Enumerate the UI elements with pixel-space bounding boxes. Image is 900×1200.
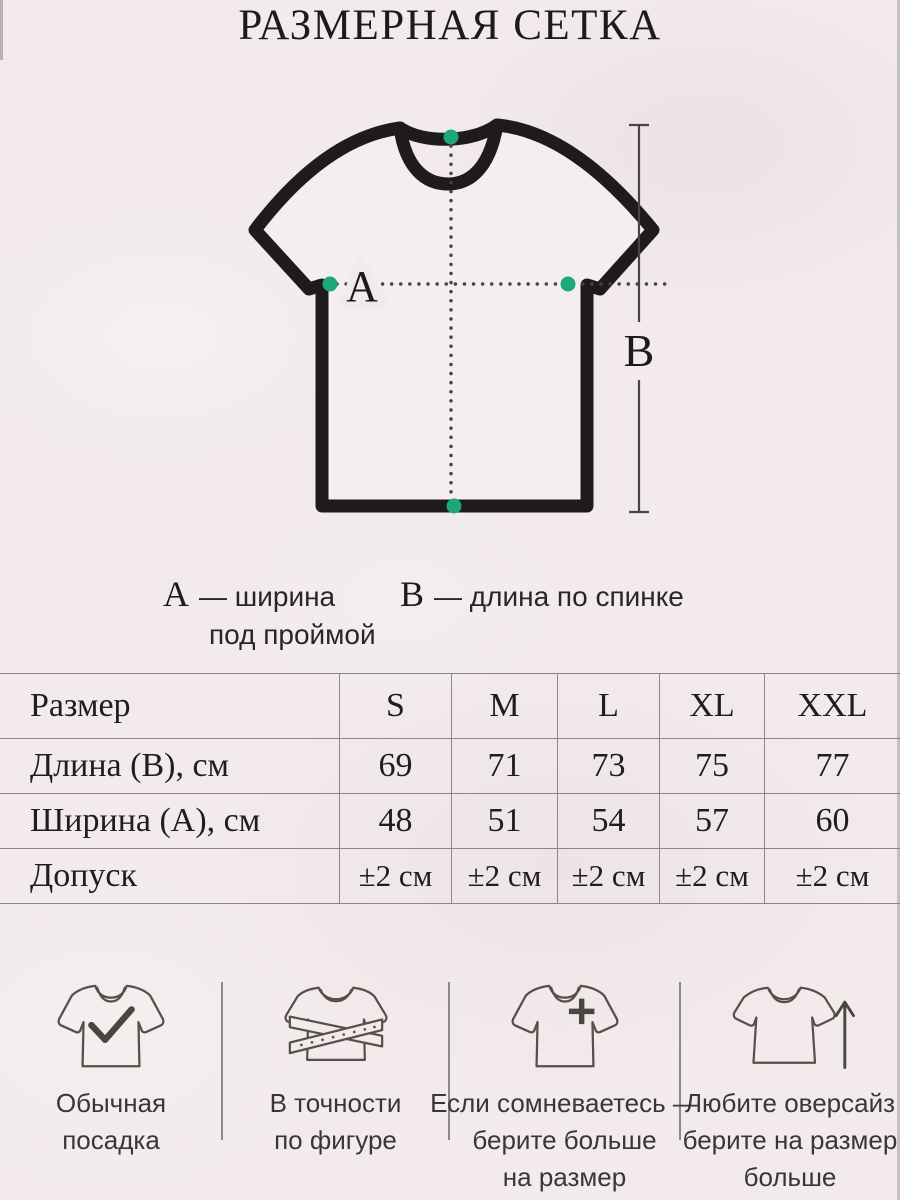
- legend-b-letter: B: [400, 574, 425, 614]
- table-header-size: Размер: [0, 674, 340, 738]
- measure-a-label: A: [346, 262, 378, 311]
- legend-b-text: — длина по спинке: [434, 581, 684, 612]
- table-header-s: S: [340, 674, 452, 738]
- tshirt-tape-icon: [277, 981, 395, 1081]
- table-row-label: Ширина (A), см: [0, 793, 340, 848]
- table-row-label: Допуск: [0, 848, 340, 903]
- table-cell: ±2 см: [558, 848, 660, 903]
- table-cell: ±2 см: [452, 848, 558, 903]
- table-header-xxl: XXL: [797, 687, 868, 724]
- table-cell: 77: [765, 738, 900, 793]
- fit-caption: В точности по фигуре: [269, 1088, 402, 1155]
- measure-b-label: B: [623, 325, 655, 376]
- tshirt-outline-icon: [255, 125, 653, 506]
- tshirt-arrow-icon: [721, 981, 859, 1081]
- fit-item-size-up: [430, 965, 699, 1196]
- table-cell: 60: [765, 793, 900, 848]
- table-cell: ±2 см: [340, 848, 452, 903]
- legend-a-letter: A: [163, 574, 189, 614]
- measure-b-line: [629, 125, 649, 512]
- fit-caption: Обычная посадка: [55, 1088, 167, 1155]
- table-cell: 48: [340, 793, 452, 848]
- size-table: [0, 673, 900, 904]
- table-cell: 51: [452, 793, 558, 848]
- table-cell: 54: [558, 793, 660, 848]
- fit-caption: Если сомневаетесь — берите больше на размер: [430, 1088, 699, 1192]
- table-cell: 71: [452, 738, 558, 793]
- legend-b: [400, 576, 684, 615]
- legend-a-text2: под проймой: [209, 619, 376, 650]
- fit-caption: Любите оверсайз берите на размер больше: [682, 1088, 898, 1192]
- table-header-xl: XL: [660, 674, 765, 738]
- table-header-l: L: [558, 674, 660, 738]
- table-cell: 57: [660, 793, 765, 848]
- table-cell: 73: [558, 738, 660, 793]
- table-row-label: Длина (B), см: [0, 738, 340, 793]
- tshirt-diagram: [225, 100, 685, 530]
- fit-item-oversize: [680, 965, 900, 1196]
- tshirt-plus-icon: [506, 979, 624, 1081]
- table-header-m: M: [452, 674, 558, 738]
- page-title: РАЗМЕРНАЯ СЕТКА: [238, 2, 662, 49]
- fit-guide: [0, 965, 900, 1200]
- fit-item-regular: [0, 965, 222, 1159]
- legend-a: [163, 576, 376, 653]
- table-cell: 69: [340, 738, 452, 793]
- tshirt-check-icon: [52, 979, 170, 1081]
- table-cell: ±2 см: [660, 848, 765, 903]
- fit-item-exact: [222, 965, 449, 1159]
- table-cell: 75: [660, 738, 765, 793]
- legend-a-text: — ширина: [199, 581, 336, 612]
- table-cell: ±2 см: [765, 848, 900, 903]
